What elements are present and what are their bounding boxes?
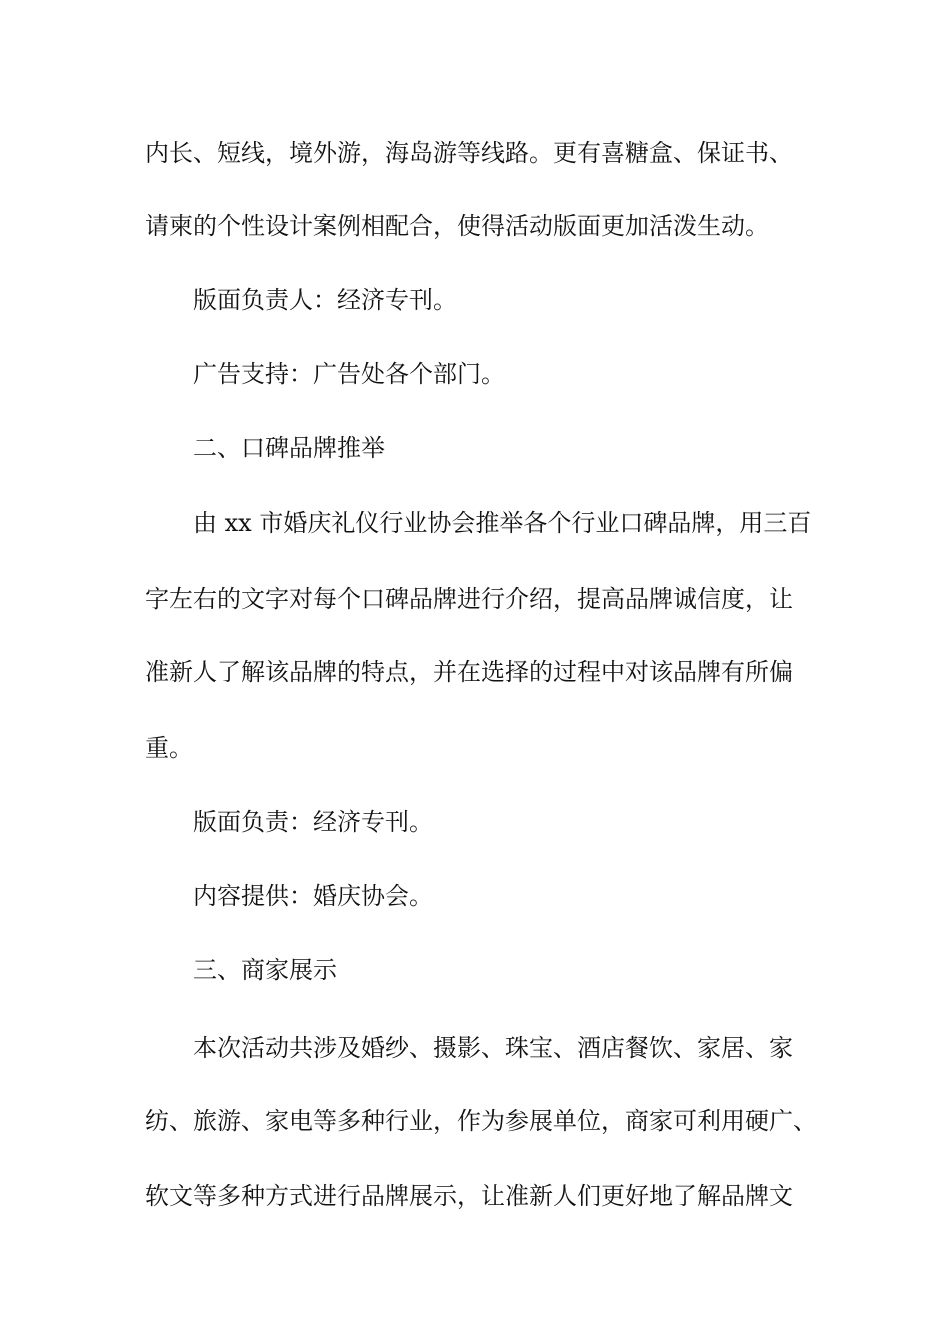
section-heading-3: 三、商家展示 [193, 956, 337, 984]
content-provider-line: 内容提供：婚庆协会。 [193, 882, 433, 910]
paragraph-line: 纺、旅游、家电等多种行业，作为参展单位，商家可利用硬广、 [145, 1107, 817, 1135]
paragraph-line: 本次活动共涉及婚纱、摄影、珠宝、酒店餐饮、家居、家 [193, 1034, 793, 1062]
ad-support-line: 广告支持：广告处各个部门。 [193, 360, 505, 388]
section-heading-2: 二、口碑品牌推举 [193, 434, 385, 462]
paragraph-line: 内长、短线，境外游，海岛游等线路。更有喜糖盒、保证书、 [145, 139, 793, 167]
paragraph-line: 字左右的文字对每个口碑品牌进行介绍，提高品牌诚信度，让 [145, 585, 793, 613]
paragraph-line: 软文等多种方式进行品牌展示，让准新人们更好地了解品牌文 [145, 1182, 793, 1210]
responsible-line: 版面负责人：经济专刊。 [193, 286, 457, 314]
paragraph-line: 由 xx 市婚庆礼仪行业协会推举各个行业口碑品牌，用三百 [193, 509, 812, 537]
paragraph-line: 重。 [145, 734, 193, 762]
responsible-line: 版面负责：经济专刊。 [193, 808, 433, 836]
paragraph-line: 准新人了解该品牌的特点，并在选择的过程中对该品牌有所偏 [145, 658, 793, 686]
paragraph-line: 请柬的个性设计案例相配合，使得活动版面更加活泼生动。 [145, 212, 769, 240]
